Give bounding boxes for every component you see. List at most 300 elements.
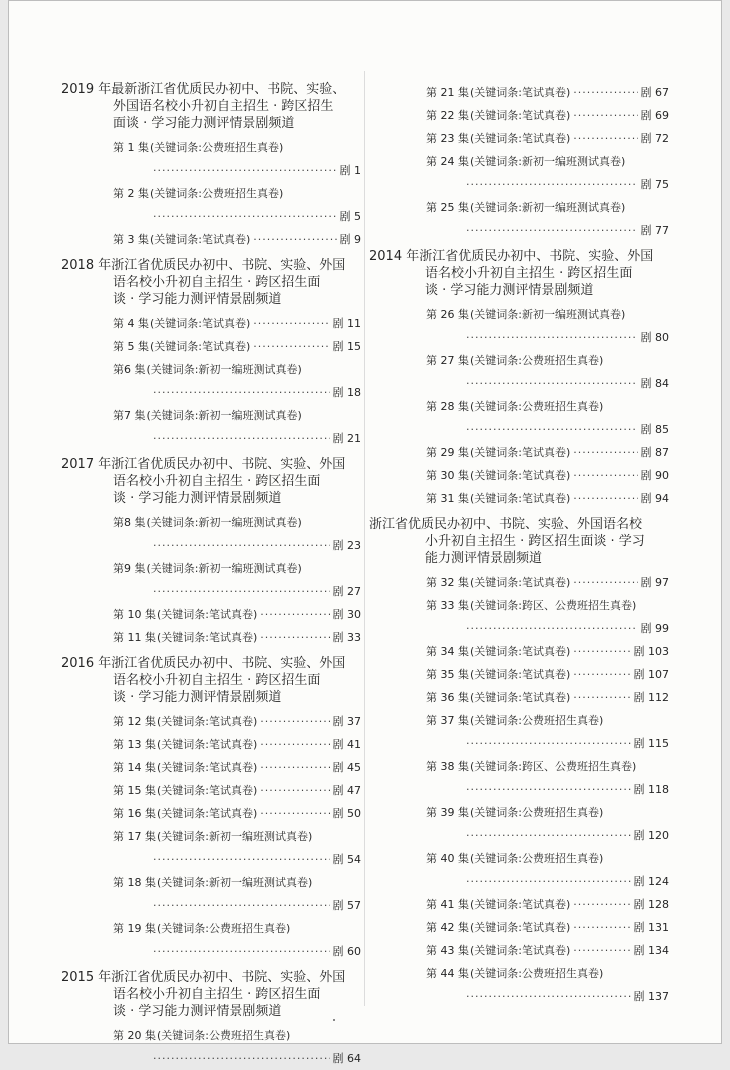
toc-section-heading [61,81,361,132]
episode-keyword: (关键词条:笔试真卷) [470,691,571,704]
episode-number: 第 3 集 [113,233,149,246]
episode-keyword: (关键词条:笔试真卷) [157,761,258,774]
toc-entry-leader-line [113,894,361,917]
page-number: 剧 60 [332,945,361,958]
toc-entry [61,358,361,404]
episode-number: 第 2 集 [113,187,149,200]
page-number: 剧 80 [640,331,669,344]
page-number: 剧 57 [332,899,361,912]
toc-entry [61,756,361,779]
dot-leader [573,916,630,939]
toc-entry-line [113,358,361,381]
episode-keyword: (关键词条:新初一编班测试真卷) [157,876,313,889]
episode-keyword: (关键词条:笔试真卷) [157,784,258,797]
page-number: 剧 85 [640,423,669,436]
toc-entry [369,464,669,487]
page-number: 剧 72 [640,132,669,145]
toc-entry-leader-line [426,870,669,893]
dot-leader [466,173,638,196]
toc-entry [61,779,361,802]
toc-entry [369,395,669,441]
toc-section-heading [61,456,361,507]
toc-entry-line [113,228,361,251]
dot-leader [153,205,337,228]
dot-leader [466,778,631,801]
toc-entry-leader-line [113,534,361,557]
toc-section-heading [61,969,361,1020]
dot-leader [573,441,637,464]
section-heading-line: 语名校小升初自主招生 · 跨区招生面 [113,474,321,489]
page-number: 剧 107 [633,668,669,681]
dot-leader [466,372,638,395]
episode-number: 第 17 集 [113,830,156,843]
episode-number: 第 20 集 [113,1029,156,1042]
page-number: 剧 54 [332,853,361,866]
page-number: 剧 18 [332,386,361,399]
toc-entry-leader-line [113,427,361,450]
toc-entry-leader-line [113,381,361,404]
episode-keyword: (关键词条:新初一编班测试真卷) [470,308,626,321]
episode-number: 第 10 集 [113,608,156,621]
toc-section-heading [61,257,361,308]
toc-entry-leader-line [426,732,669,755]
episode-number: 第 40 集 [426,852,469,865]
page-number: 剧 124 [633,875,669,888]
episode-number: 第 31 集 [426,492,469,505]
toc-entry [61,335,361,358]
page-number: 剧 11 [332,317,361,330]
toc-entry-leader-line [426,372,669,395]
episode-number: 第 41 集 [426,898,469,911]
toc-entry-line [113,802,361,825]
page-number: 剧 37 [332,715,361,728]
toc-entry-line [426,349,669,372]
page-number: 剧 41 [332,738,361,751]
section-heading-line: 谈 · 学习能力测评情景剧频道 [425,283,594,298]
dot-leader [153,580,330,603]
toc-entry [369,709,669,755]
episode-keyword: (关键词条:新初一编班测试真卷) [470,155,626,168]
toc-entry [369,196,669,242]
toc-entry-line [426,847,669,870]
toc-entry-line [426,663,669,686]
episode-number: 第 14 集 [113,761,156,774]
toc-entry [61,557,361,603]
episode-number: 第 25 集 [426,201,469,214]
toc-entry [61,802,361,825]
toc-entry-line [113,917,361,940]
toc-entry-line [113,626,361,649]
toc-entry-line [113,136,361,159]
episode-number: 第 24 集 [426,155,469,168]
toc-entry [369,755,669,801]
toc-entry [369,441,669,464]
episode-keyword: (关键词条:笔试真卷) [470,645,571,658]
episode-number: 第 32 集 [426,576,469,589]
dot-leader [466,985,631,1008]
toc-entry-leader-line [426,418,669,441]
toc-entry-leader-line [426,326,669,349]
episode-number: 第 42 集 [426,921,469,934]
page-number: 剧 47 [332,784,361,797]
episode-keyword: (关键词条:笔试真卷) [470,898,571,911]
toc-entry-leader-line [426,173,669,196]
page-number: 剧 9 [339,233,361,246]
toc-entry [61,733,361,756]
section-heading-line: 谈 · 学习能力测评情景剧频道 [113,1004,282,1019]
page-number: 剧 69 [640,109,669,122]
toc-entry-leader-line [426,985,669,1008]
section-heading-line: 2018 年浙江省优质民办初中、书院、实验、外国 [61,258,346,273]
dot-leader [153,940,330,963]
dot-leader [153,848,330,871]
page-number: 剧 84 [640,377,669,390]
episode-number: 第 30 集 [426,469,469,482]
episode-keyword: (关键词条:笔试真卷) [150,317,251,330]
episode-keyword: (关键词条:笔试真卷) [470,921,571,934]
dot-leader [573,640,630,663]
episode-keyword: (关键词条:笔试真卷) [150,233,251,246]
page-number: 剧 90 [640,469,669,482]
dot-leader [573,686,630,709]
episode-number: 第8 集 [113,516,146,529]
section-heading-line: 2017 年浙江省优质民办初中、书院、实验、外国 [61,457,346,472]
dot-leader [573,464,637,487]
episode-number: 第 16 集 [113,807,156,820]
toc-entry [369,81,669,104]
toc-entry-line [426,303,669,326]
episode-keyword: (关键词条:笔试真卷) [470,132,571,145]
toc-entry-leader-line [113,159,361,182]
dot-leader [573,663,630,686]
episode-keyword: (关键词条:笔试真卷) [470,576,571,589]
toc-entry-line [426,893,669,916]
episode-number: 第 44 集 [426,967,469,980]
episode-keyword: (关键词条:跨区、公费班招生真卷) [470,760,637,773]
episode-number: 第 4 集 [113,317,149,330]
dot-leader [153,1047,330,1070]
episode-keyword: (关键词条:新初一编班测试真卷) [157,830,313,843]
page-number: 剧 131 [633,921,669,934]
toc-entry [369,663,669,686]
episode-number: 第 36 集 [426,691,469,704]
toc-entry [61,228,361,251]
episode-keyword: (关键词条:公费班招生真卷) [157,1029,291,1042]
episode-number: 第 15 集 [113,784,156,797]
toc-entry [369,303,669,349]
episode-number: 第 26 集 [426,308,469,321]
section-heading-line: 浙江省优质民办初中、书院、实验、外国语名校 [369,517,643,532]
toc-entry-line [426,395,669,418]
episode-keyword: (关键词条:笔试真卷) [470,109,571,122]
toc-entry-line [426,81,669,104]
toc-entry-line [113,733,361,756]
toc-entry-line [113,603,361,626]
dot-leader [153,381,330,404]
toc-entry-line [113,825,361,848]
toc-entry [61,312,361,335]
toc-entry [369,150,669,196]
toc-entry [61,710,361,733]
dot-leader [153,159,337,182]
section-heading-line: 语名校小升初自主招生 · 跨区招生面 [425,266,633,281]
episode-number: 第 12 集 [113,715,156,728]
episode-keyword: (关键词条:新初一编班测试真卷) [470,201,626,214]
episode-number: 第 34 集 [426,645,469,658]
episode-number: 第 37 集 [426,714,469,727]
page-number: 剧 1 [339,164,361,177]
episode-keyword: (关键词条:笔试真卷) [157,738,258,751]
toc-entry-line [426,571,669,594]
episode-keyword: (关键词条:新初一编班测试真卷) [146,516,302,529]
toc-entry-leader-line [113,205,361,228]
section-heading-line: 2015 年浙江省优质民办初中、书院、实验、外国 [61,970,346,985]
toc-entry-leader-line [113,848,361,871]
dot-leader [260,779,329,802]
dot-leader [260,733,329,756]
toc-entry-line [426,916,669,939]
episode-keyword: (关键词条:公费班招生真卷) [150,187,284,200]
episode-keyword: (关键词条:笔试真卷) [470,492,571,505]
dot-leader [573,81,637,104]
toc-entry [61,511,361,557]
episode-keyword: (关键词条:笔试真卷) [470,446,571,459]
toc-entry [369,571,669,594]
episode-number: 第 5 集 [113,340,149,353]
episode-number: 第 18 集 [113,876,156,889]
episode-keyword: (关键词条:公费班招生真卷) [470,400,604,413]
toc-entry [369,686,669,709]
dot-leader [253,312,329,335]
episode-number: 第 33 集 [426,599,469,612]
toc-section-heading [369,516,669,567]
toc-entry [61,626,361,649]
episode-keyword: (关键词条:公费班招生真卷) [470,354,604,367]
toc-entry-line [426,127,669,150]
page-number: 剧 75 [640,178,669,191]
episode-number: 第 39 集 [426,806,469,819]
toc-right-column [369,81,669,1008]
toc-entry-line [426,962,669,985]
episode-number: 第 19 集 [113,922,156,935]
episode-keyword: (关键词条:跨区、公费班招生真卷) [470,599,637,612]
toc-entry [369,847,669,893]
page-number: 剧 87 [640,446,669,459]
toc-entry-line [113,557,361,580]
toc-entry-line [426,755,669,778]
toc-entry [369,916,669,939]
page-number: 剧 118 [633,783,669,796]
page-number: 剧 137 [633,990,669,1003]
dot-leader [260,756,329,779]
toc-entry-leader-line [426,219,669,242]
toc-section-heading [61,655,361,706]
page-number: 剧 115 [633,737,669,750]
dot-leader [260,802,329,825]
episode-number: 第 43 集 [426,944,469,957]
toc-entry-leader-line [113,1047,361,1070]
toc-entry [369,349,669,395]
page-number: 剧 15 [332,340,361,353]
dot-leader [253,228,336,251]
dot-leader [466,326,638,349]
page-number: 剧 77 [640,224,669,237]
toc-entry-line [113,710,361,733]
toc-entry-leader-line [426,824,669,847]
page-number: 剧 128 [633,898,669,911]
toc-entry [61,825,361,871]
episode-keyword: (关键词条:笔试真卷) [470,668,571,681]
toc-entry-leader-line [426,778,669,801]
toc-entry-line [113,1024,361,1047]
toc-entry-line [426,196,669,219]
episode-keyword: (关键词条:笔试真卷) [470,944,571,957]
dot-leader [153,427,330,450]
toc-entry [61,1024,361,1070]
dot-leader [153,894,330,917]
page-number: 剧 33 [332,631,361,644]
section-heading-line: 谈 · 学习能力测评情景剧频道 [113,491,282,506]
toc-entry-line [113,312,361,335]
column-divider [364,71,365,1006]
section-heading-line: 语名校小升初自主招生 · 跨区招生面 [113,275,321,290]
toc-entry [369,893,669,916]
toc-entry [369,939,669,962]
dot-leader [253,335,329,358]
page-number: 剧 103 [633,645,669,658]
episode-number: 第 29 集 [426,446,469,459]
dot-leader [466,617,638,640]
toc-entry [369,640,669,663]
episode-number: 第 21 集 [426,86,469,99]
page-number: 剧 27 [332,585,361,598]
toc-entry-line [426,686,669,709]
section-heading-line: 谈 · 学习能力测评情景剧频道 [113,292,282,307]
episode-keyword: (关键词条:笔试真卷) [157,608,258,621]
toc-entry [61,182,361,228]
dot-leader [573,127,637,150]
episode-keyword: (关键词条:公费班招生真卷) [470,852,604,865]
episode-keyword: (关键词条:公费班招生真卷) [150,141,284,154]
section-heading-line: 2019 年最新浙江省优质民办初中、书院、实验、 [61,82,346,97]
page-number: 剧 23 [332,539,361,552]
toc-entry [369,487,669,510]
page-number: 剧 67 [640,86,669,99]
page-number: 剧 45 [332,761,361,774]
page-number: 剧 64 [332,1052,361,1065]
toc-entry-line [426,709,669,732]
toc-entry-line [113,182,361,205]
episode-number: 第 38 集 [426,760,469,773]
episode-number: 第 11 集 [113,631,156,644]
toc-entry-line [426,594,669,617]
episode-number: 第7 集 [113,409,146,422]
page-number: 剧 99 [640,622,669,635]
episode-keyword: (关键词条:笔试真卷) [470,86,571,99]
section-heading-line: 语名校小升初自主招生 · 跨区招生面 [113,987,321,1002]
toc-entry [369,962,669,1008]
toc-entry-line [113,511,361,534]
dot-leader [466,219,638,242]
toc-entry-leader-line [113,580,361,603]
episode-keyword: (关键词条:笔试真卷) [157,807,258,820]
page-number: 剧 5 [339,210,361,223]
toc-entry-line [426,150,669,173]
episode-keyword: (关键词条:公费班招生真卷) [470,714,604,727]
episode-keyword: (关键词条:新初一编班测试真卷) [146,363,302,376]
episode-keyword: (关键词条:笔试真卷) [150,340,251,353]
dot-leader [466,870,631,893]
page-number: 剧 97 [640,576,669,589]
toc-entry-line [426,640,669,663]
toc-entry-line [113,756,361,779]
page-speck [333,1019,335,1021]
section-heading-line: 谈 · 学习能力测评情景剧频道 [113,690,282,705]
section-heading-line: 小升初自主招生 · 跨区招生面谈 · 学习 [425,534,645,549]
dot-leader [260,710,329,733]
page-number: 剧 21 [332,432,361,445]
episode-keyword: (关键词条:新初一编班测试真卷) [146,562,302,575]
episode-keyword: (关键词条:公费班招生真卷) [157,922,291,935]
toc-entry-line [426,801,669,824]
toc-entry-line [426,464,669,487]
dot-leader [466,418,638,441]
page-number: 剧 50 [332,807,361,820]
page-number: 剧 120 [633,829,669,842]
episode-keyword: (关键词条:公费班招生真卷) [470,806,604,819]
section-heading-line: 2014 年浙江省优质民办初中、书院、实验、外国 [369,249,654,264]
toc-entry [61,603,361,626]
toc-entry [369,127,669,150]
episode-number: 第 13 集 [113,738,156,751]
section-heading-line: 语名校小升初自主招生 · 跨区招生面 [113,673,321,688]
section-heading-line: 面谈 · 学习能力测评情景剧频道 [113,116,295,131]
dot-leader [573,893,630,916]
dot-leader [260,626,329,649]
dot-leader [466,824,631,847]
toc-entry-line [426,939,669,962]
toc-entry [61,404,361,450]
episode-number: 第 23 集 [426,132,469,145]
toc-entry [369,594,669,640]
episode-keyword: (关键词条:笔试真卷) [157,715,258,728]
book-page [8,0,722,1065]
page-number: 剧 112 [633,691,669,704]
page-number: 剧 134 [633,944,669,957]
episode-keyword: (关键词条:新初一编班测试真卷) [146,409,302,422]
episode-number: 第6 集 [113,363,146,376]
toc-entry-line [113,871,361,894]
episode-number: 第9 集 [113,562,146,575]
dot-leader [573,104,637,127]
episode-number: 第 28 集 [426,400,469,413]
episode-number: 第 35 集 [426,668,469,681]
dot-leader [260,603,329,626]
toc-entry [369,104,669,127]
toc-entry [369,801,669,847]
dot-leader [573,487,637,510]
episode-number: 第 22 集 [426,109,469,122]
episode-keyword: (关键词条:笔试真卷) [470,469,571,482]
toc-entry [61,136,361,182]
section-heading-line: 2016 年浙江省优质民办初中、书院、实验、外国 [61,656,346,671]
toc-entry-line [426,441,669,464]
section-heading-line: 外国语名校小升初自主招生 · 跨区招生 [113,99,334,114]
toc-entry-line [113,404,361,427]
section-heading-line: 能力测评情景剧频道 [425,551,543,566]
toc-entry-line [426,487,669,510]
toc-entry-line [113,335,361,358]
